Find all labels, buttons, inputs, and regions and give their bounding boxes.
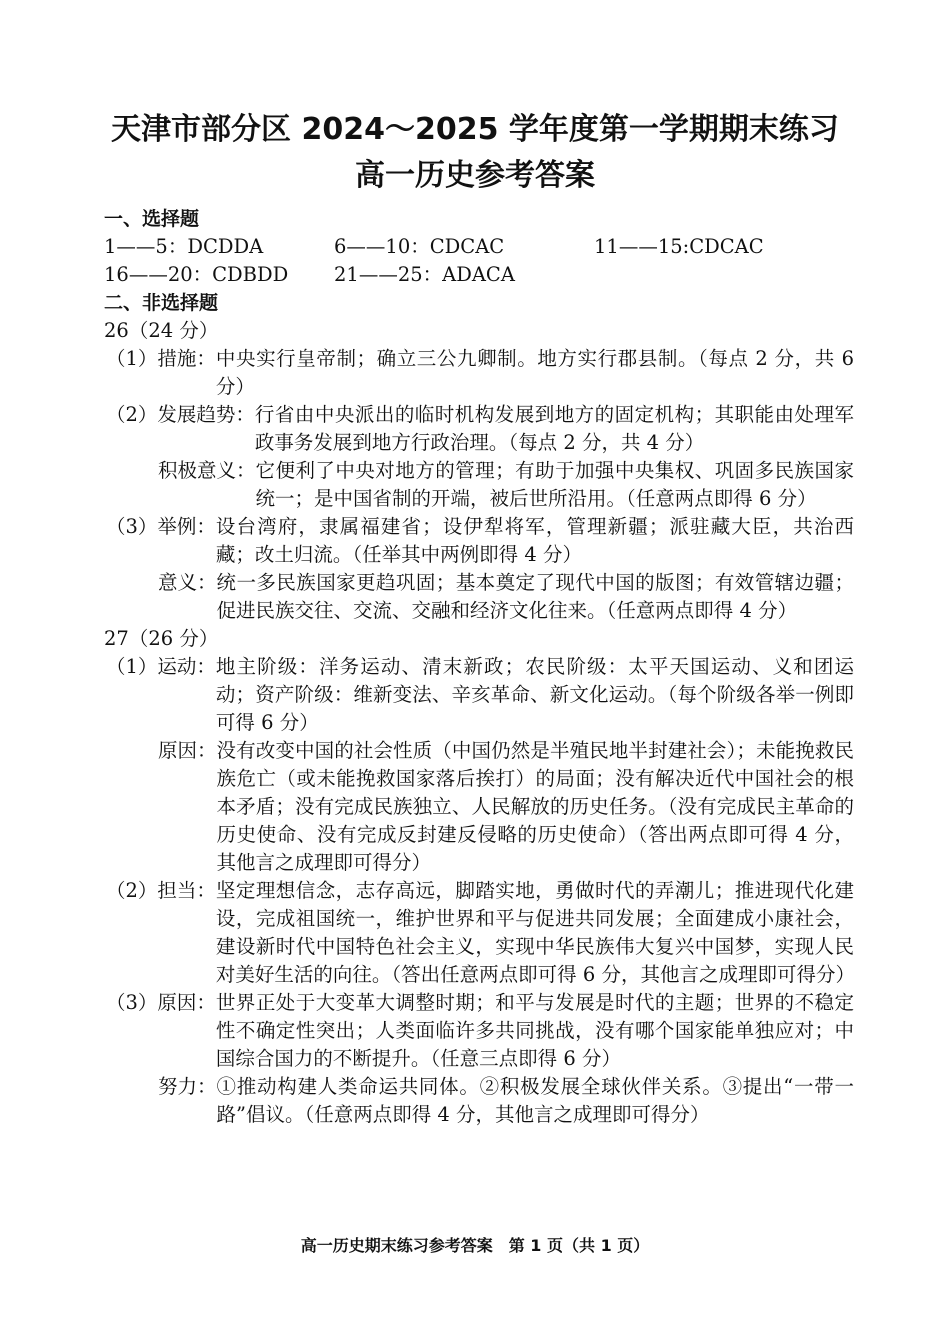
answer-item xyxy=(104,569,854,625)
section-heading-nonchoice: 二、非选择题 xyxy=(104,292,219,314)
choice-answer: 21——25：ADACA xyxy=(334,263,515,286)
answer-label: 积极意义： xyxy=(158,459,256,482)
choice-answers-row-2 xyxy=(104,261,854,289)
answer-label: （1）措施： xyxy=(106,347,216,370)
choice-answer: 11——15:CDCAC xyxy=(594,235,764,258)
choice-answer: 1——5：DCDDA xyxy=(104,235,264,258)
answer-text: ①推动构建人类命运共同体。②积极发展全球伙伴关系。③提出“一带一路”倡议。（任意两点即得 4 分，其他言之成理即可得分） xyxy=(216,1075,854,1126)
answer-item xyxy=(104,1073,854,1129)
answer-label: （1）运动： xyxy=(106,655,216,678)
page-footer: 高一历史期末练习参考答案 第 1 页（共 1 页） xyxy=(300,1236,650,1255)
answer-item xyxy=(104,345,854,401)
answer-text: 统一多民族国家更趋巩固；基本奠定了现代中国的版图；有效管辖边疆；促进民族交往、交流、交融和经济文化往来。（任意两点即得 4 分） xyxy=(216,571,854,622)
answer-item xyxy=(104,877,854,989)
answer-item xyxy=(104,401,854,457)
answer-label: （3）原因： xyxy=(106,991,216,1014)
question-26-heading: 26（24 分） xyxy=(104,319,219,342)
document-title: 天津市部分区 2024～2025 学年度第一学期期末练习 xyxy=(111,112,839,147)
choice-answer: 6——10：CDCAC xyxy=(334,235,505,258)
answer-content xyxy=(104,205,854,1129)
answer-text: 行省由中央派出的临时机构发展到地方的固定机构；其职能由处理军政事务发展到地方行政治理。（每点 2 分，共 4 分） xyxy=(254,403,854,454)
answer-item xyxy=(104,653,854,737)
answer-item xyxy=(104,513,854,569)
choice-answers-row-1 xyxy=(104,233,854,261)
answer-label: （2）担当： xyxy=(106,879,216,902)
answer-label: 努力： xyxy=(158,1075,217,1098)
answer-label: 意义： xyxy=(158,571,217,594)
answer-text: 设台湾府，隶属福建省；设伊犁将军，管理新疆；派驻藏大臣，共治西藏；改土归流。（任举其中两例即得 4 分） xyxy=(215,515,854,566)
answer-text: 它便利了中央对地方的管理；有助于加强中央集权、巩固多民族国家统一；是中国省制的开端，被后世所沿用。（任意两点即得 6 分） xyxy=(255,459,854,510)
answer-label: （3）举例： xyxy=(106,515,216,538)
question-27-heading: 27（26 分） xyxy=(104,627,219,650)
answer-text: 中央实行皇帝制；确立三公九卿制。地方实行郡县制。（每点 2 分，共 6 分） xyxy=(215,347,854,398)
answer-text: 地主阶级：洋务运动、清末新政；农民阶级：太平天国运动、义和团运动；资产阶级：维新变法、辛亥革命、新文化运动。（每个阶级各举一例即可得 6 分） xyxy=(215,655,854,734)
answer-label: （2）发展趋势： xyxy=(106,403,255,426)
choice-answer: 16——20：CDBDD xyxy=(104,263,289,286)
document-subtitle: 高一历史参考答案 xyxy=(355,158,595,193)
section-heading-choice: 一、选择题 xyxy=(104,208,200,230)
answer-item xyxy=(104,457,854,513)
answer-text: 没有改变中国的社会性质（中国仍然是半殖民地半封建社会）；未能挽救民族危亡（或未能挽救国家落后挨打）的局面；没有解决近代中国社会的根本矛盾；没有完成民族独立、人民解放的历史任务。（没有完成民主革命的历史使命、没有完成反封建反侵略的历史使命）（答出两点即可得 4 分，其他言之成理即可得分） xyxy=(216,739,854,874)
answer-text: 世界正处于大变革大调整时期；和平与发展是时代的主题；世界的不稳定性不确定性突出；人类面临许多共同挑战，没有哪个国家能单独应对；中国综合国力的不断提升。（任意三点即得 6 分） xyxy=(215,991,854,1070)
answer-item xyxy=(104,737,854,877)
answer-text: 坚定理想信念，志存高远，脚踏实地，勇做时代的弄潮儿；推进现代化建设，完成祖国统一，维护世界和平与促进共同发展；全面建成小康社会，建设新时代中国特色社会主义，实现中华民族伟大复兴中国梦，实现人民对美好生活的向往。（答出任意两点即可得 6 分，其他言之成理即可得分） xyxy=(215,879,855,986)
answer-label: 原因： xyxy=(158,739,217,762)
answer-item xyxy=(104,989,854,1073)
